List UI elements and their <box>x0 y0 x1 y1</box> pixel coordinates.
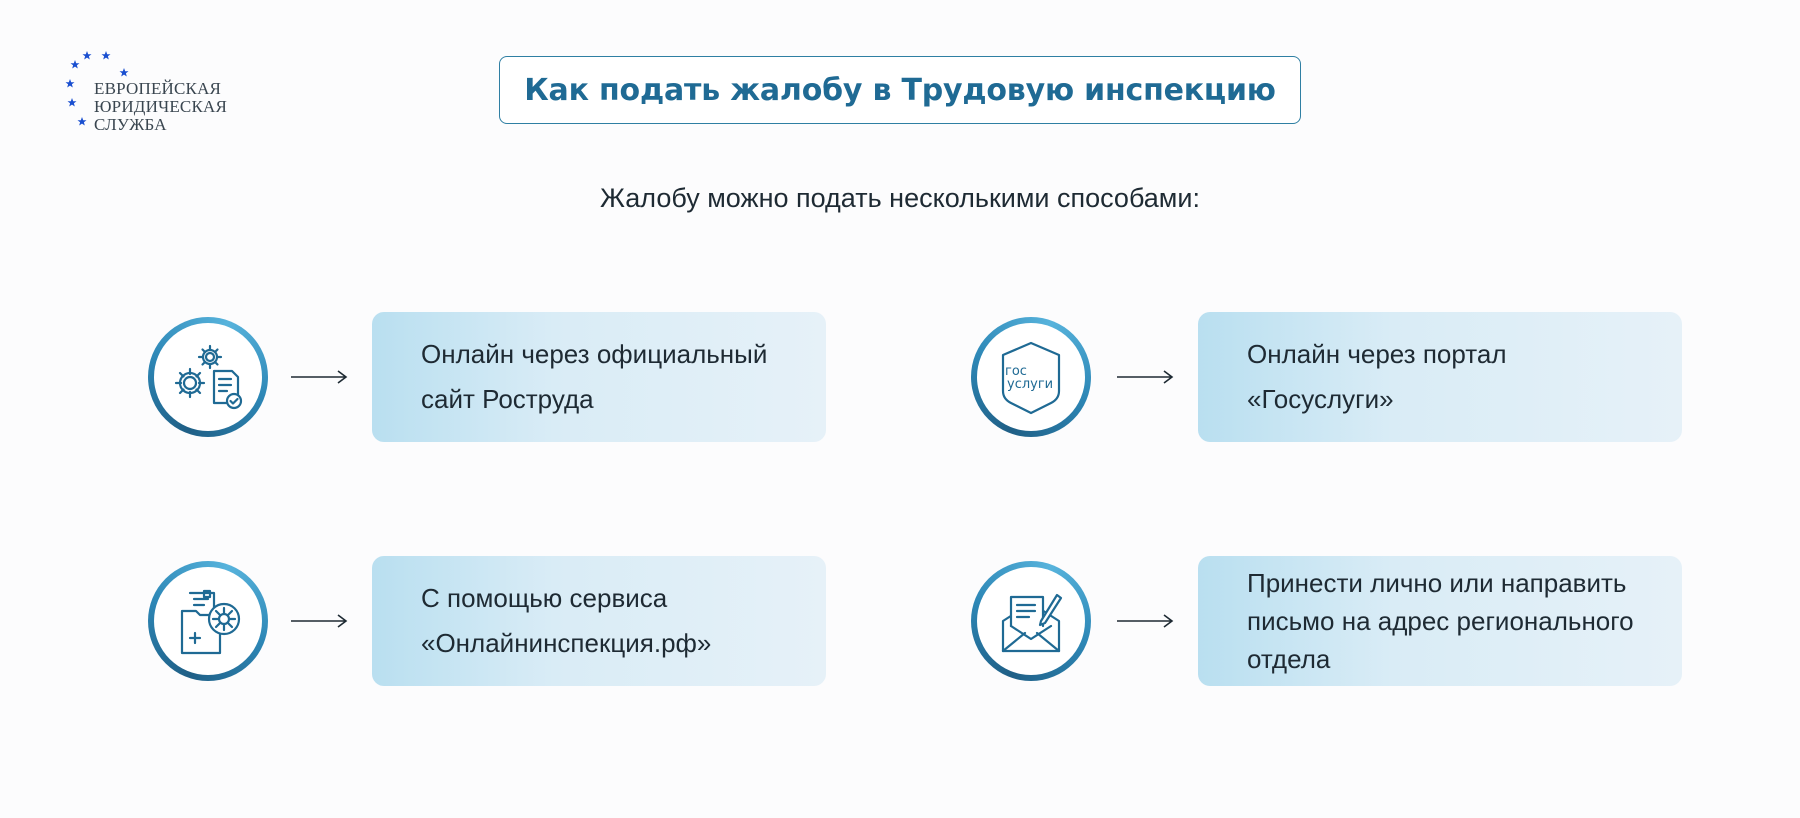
arrow-right-icon <box>290 369 348 385</box>
method-text-line: отдела <box>1247 644 1331 674</box>
logo-text <box>94 80 227 134</box>
gears-document-icon <box>168 337 248 417</box>
method-card <box>1198 312 1682 442</box>
arrow-right-icon <box>290 613 348 629</box>
method-text <box>1247 564 1634 678</box>
method-text-line: «Онлайнинспекция.рф» <box>421 628 712 658</box>
method-text-line: сайт Роструда <box>421 384 594 414</box>
method-text <box>1247 332 1507 422</box>
method-text-line: письмо на адрес регионального <box>1247 606 1634 636</box>
method-icon-circle <box>148 561 268 681</box>
gosuslugi-text-bottom: услуги <box>1007 377 1054 392</box>
method-text-line: Принести лично или направить <box>1247 568 1627 598</box>
method-card <box>1198 556 1682 686</box>
method-icon-circle <box>971 317 1091 437</box>
logo-line: СЛУЖБА <box>94 115 167 134</box>
company-logo <box>64 50 254 140</box>
gosuslugi-text-top: гос <box>1005 364 1027 379</box>
page-subtitle: Жалобу можно подать несколькими способами: <box>600 183 1200 213</box>
envelope-letter-icon <box>991 581 1071 661</box>
method-text-line: «Госуслуги» <box>1247 384 1394 414</box>
logo-line: ЮРИДИЧЕСКАЯ <box>94 97 228 116</box>
method-text <box>421 332 767 422</box>
logo-line: ЕВРОПЕЙСКАЯ <box>94 79 222 98</box>
method-card <box>372 556 826 686</box>
method-text-line: Онлайн через официальный <box>421 339 768 369</box>
medical-folder-icon <box>168 581 248 661</box>
method-icon-circle <box>971 561 1091 681</box>
method-text <box>421 576 711 666</box>
method-card <box>372 312 826 442</box>
method-text-line: Онлайн через портал <box>1247 339 1507 369</box>
method-text-line: С помощью сервиса <box>421 583 668 613</box>
title-box <box>499 56 1301 124</box>
method-icon-circle <box>148 317 268 437</box>
gosuslugi-logo-icon <box>991 337 1071 417</box>
arrow-right-icon <box>1116 369 1174 385</box>
page-title: Как подать жалобу в Трудовую инспекцию <box>524 72 1276 108</box>
arrow-right-icon <box>1116 613 1174 629</box>
